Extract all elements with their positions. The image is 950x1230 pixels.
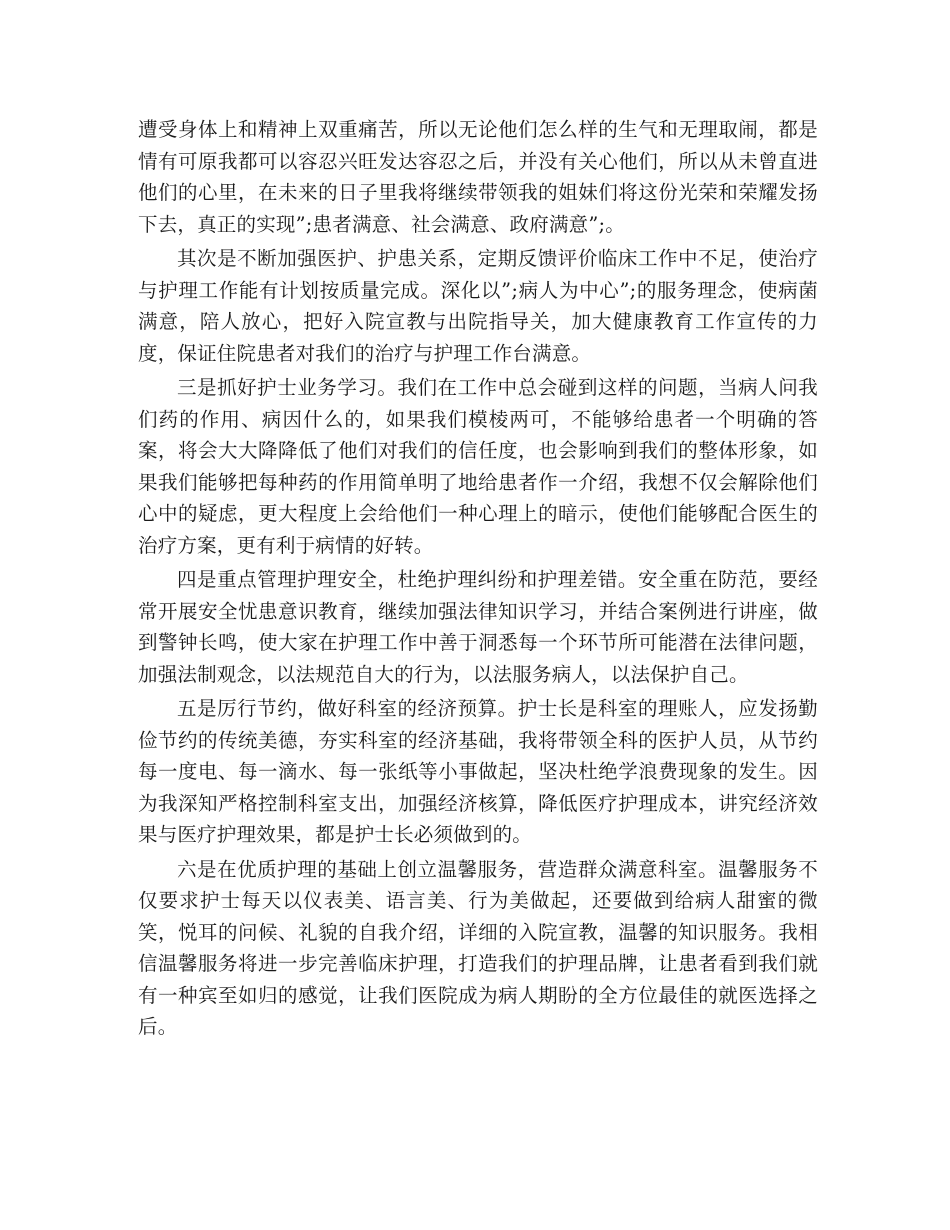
paragraph-sixth-point: 六是在优质护理的基础上创立温馨服务，营造群众满意科室。温馨服务不仅要求护士每天以仪表美、语言美、行为美做起，还要做到给病人甜蜜的微笑，悦耳的问候、礼貌的自我介绍，详细的入院宣教，温馨的知识服务。我相信温馨服务将进一步完善临床护理，打造我们的护理品牌，让患者看到我们就有一种宾至如归的感觉，让我们医院成为病人期盼的全方位最佳的就医选择之后。 bbox=[138, 857, 818, 1038]
paragraph-fifth-point: 五是厉行节约，做好科室的经济预算。护士长是科室的理账人，应发扬勤俭节约的传统美德，夯实科室的经济基础，我将带领全科的医护人员，从节约每一度电、每一滴水、每一张纸等小事做起，坚决杜绝学浪费现象的发生。因为我深知严格控制科室支出，加强经济核算，降低医疗护理成本，讲究经济效果与医疗护理效果，都是护士长必须做到的。 bbox=[138, 697, 818, 846]
paragraph-continuation: 遭受身体上和精神上双重痛苦，所以无论他们怎么样的生气和无理取闹，都是情有可原我都可以容忍兴旺发达容忍之后，并没有关心他们，所以从未曾直进他们的心里，在未来的日子里我将继续带领我的姐妹们将这份光荣和荣耀发扬下去，真正的实现”;患者满意、社会满意、政府满意”;。 bbox=[138, 118, 818, 236]
document-body bbox=[138, 114, 818, 1046]
paragraph-second-point: 其次是不断加强医护、护患关系，定期反馈评价临床工作中不足，使治疗与护理工作能有计划按质量完成。深化以”;病人为中心”;的服务理念，使病菌满意，陪人放心，把好入院宣教与出院指导关，加大健康教育工作宣传的力度，保证住院患者对我们的治疗与护理工作台满意。 bbox=[138, 247, 818, 365]
paragraph-fourth-point: 四是重点管理护理安全，杜绝护理纠纷和护理差错。安全重在防范，要经常开展安全忧患意识教育，继续加强法律知识学习，并结合案例进行讲座，做到警钟长鸣，使大家在护理工作中善于洞悉每一个环节所可能潜在法律问题，加强法制观念，以法规范自大的行为，以法服务病人，以法保护自己。 bbox=[138, 568, 818, 686]
paragraph-third-point: 三是抓好护士业务学习。我们在工作中总会碰到这样的问题，当病人问我们药的作用、病因什么的，如果我们模棱两可，不能够给患者一个明确的答案，将会大大降降低了他们对我们的信任度，也会影响到我们的整体形象，如果我们能够把每种药的作用简单明了地给患者作一介绍，我想不仅会解除他们心中的疑虑，更大程度上会给他们一种心理上的暗示，使他们能够配合医生的治疗方案，更有利于病情的好转。 bbox=[138, 376, 818, 557]
